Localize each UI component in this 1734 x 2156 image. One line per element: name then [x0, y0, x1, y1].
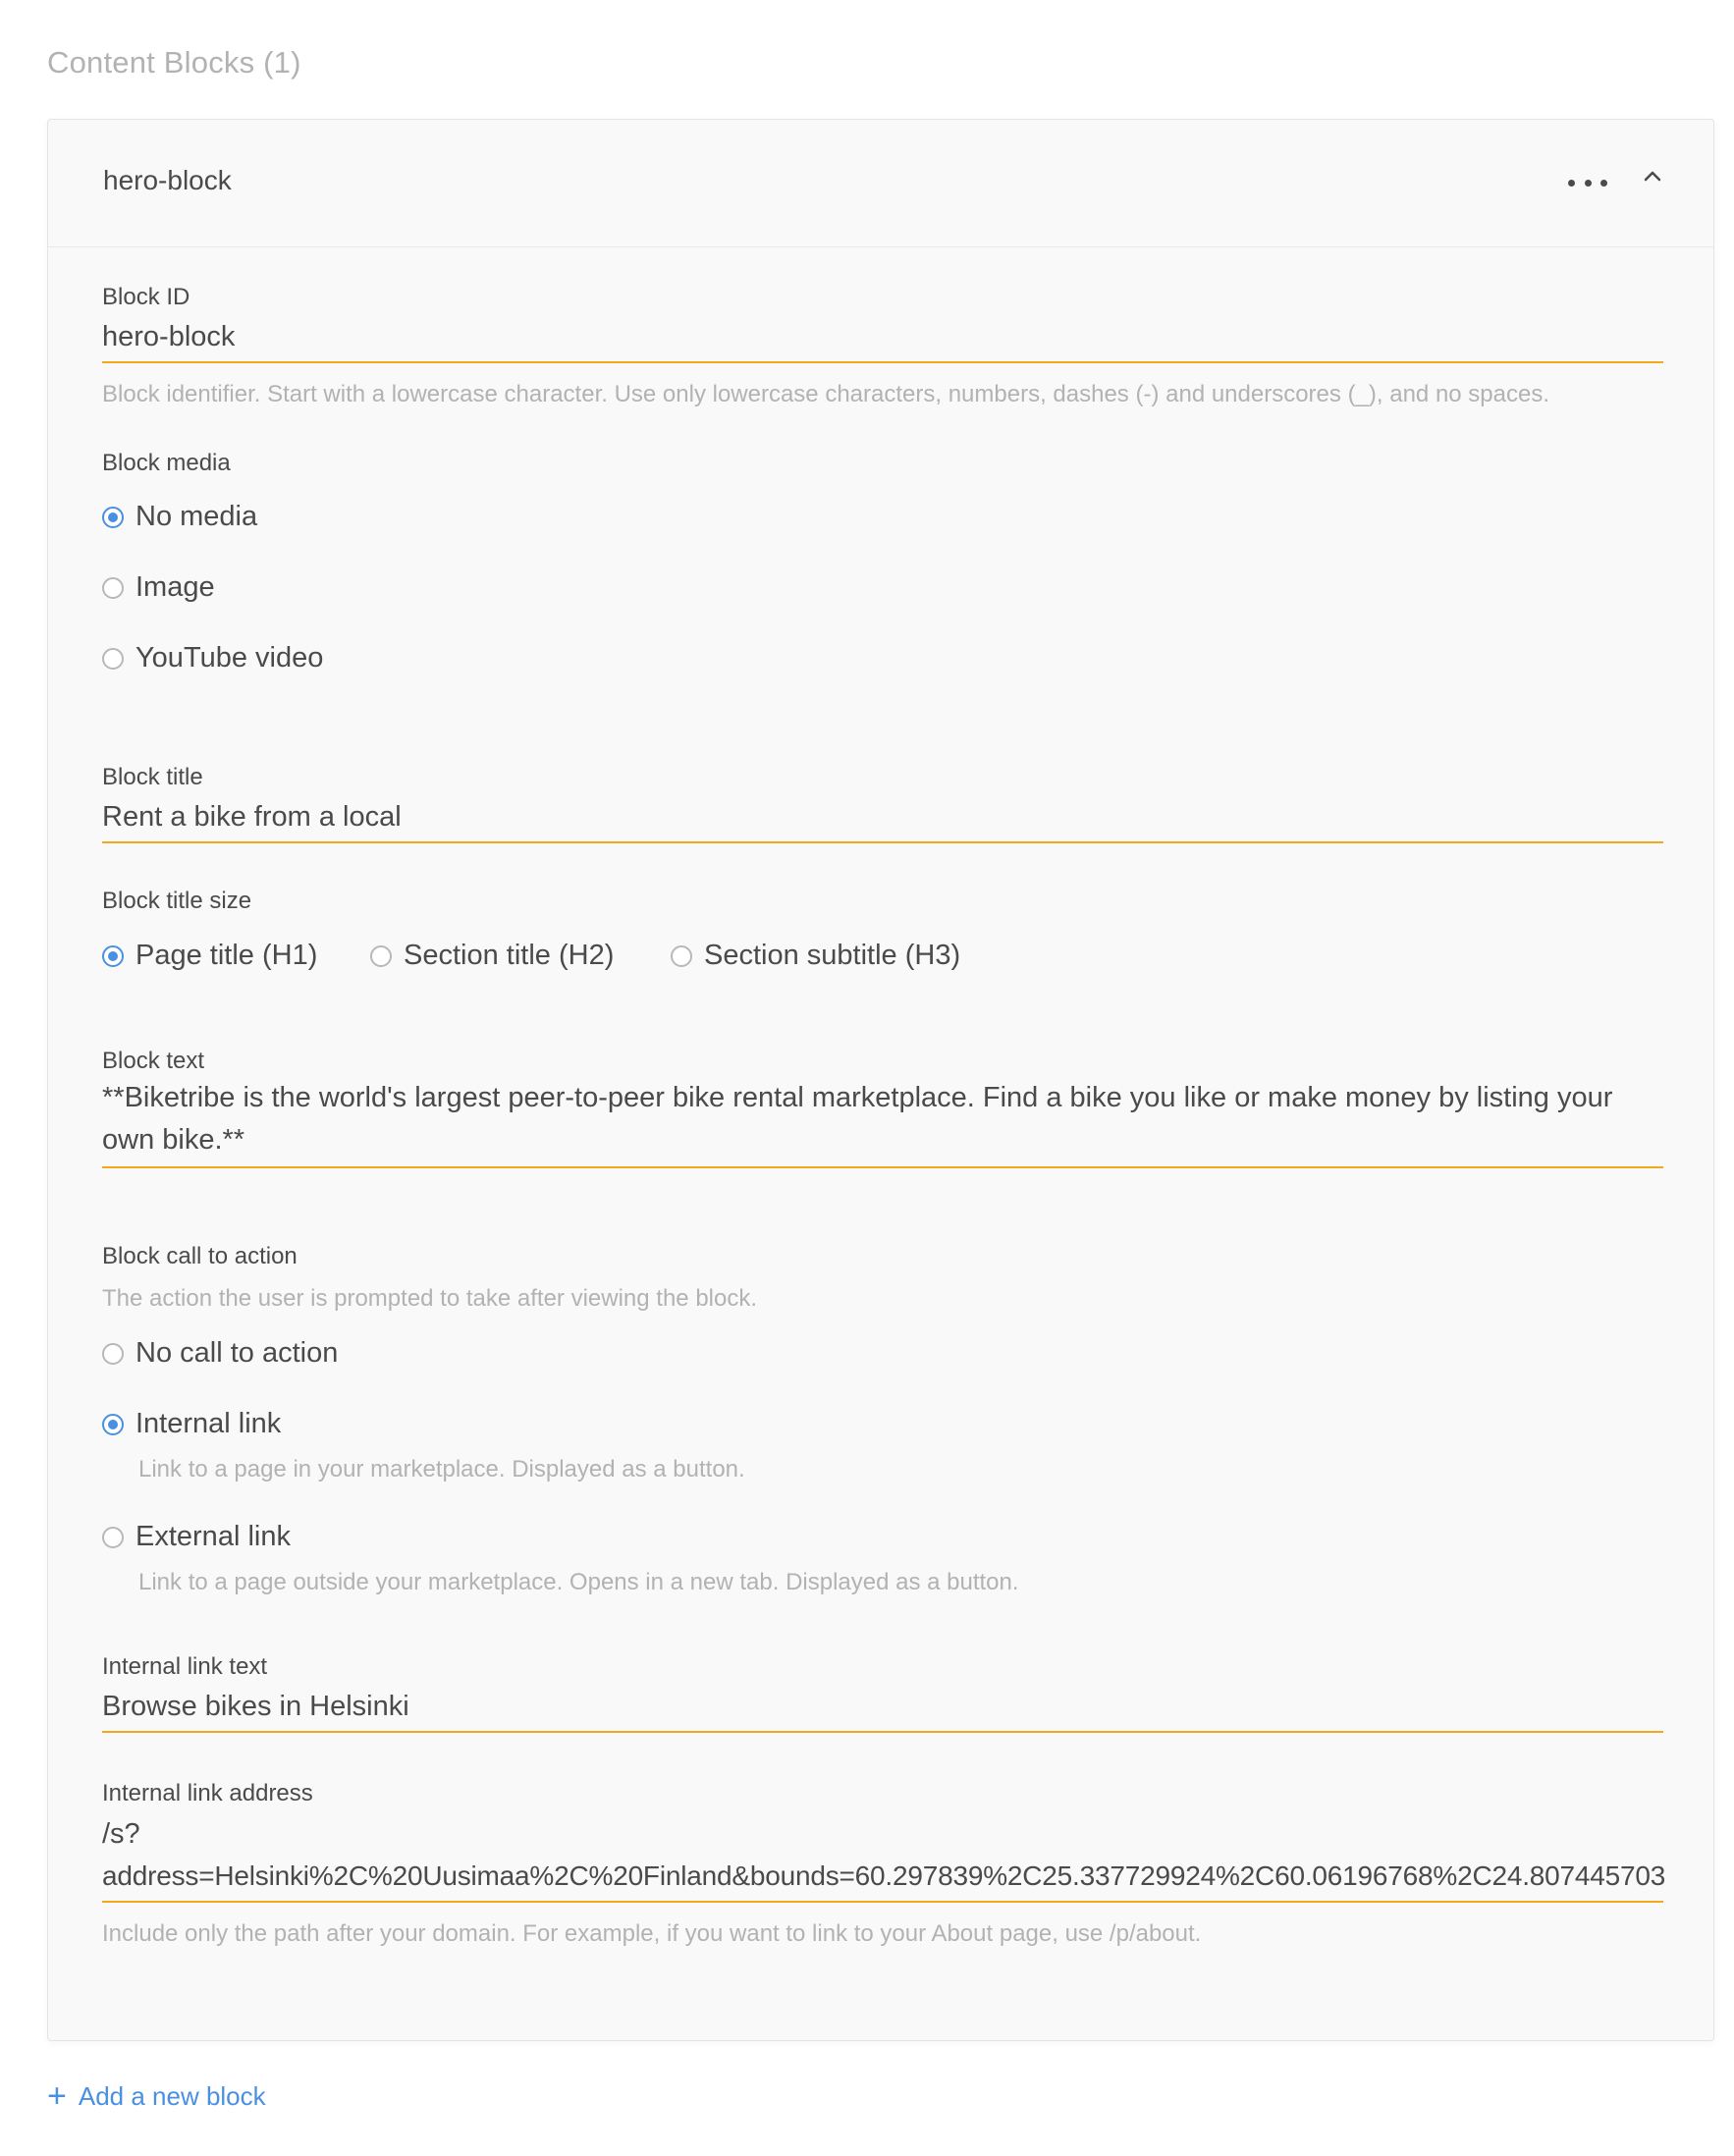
- ellipsis-icon[interactable]: [1568, 165, 1607, 200]
- block-title-size-label: Block title size: [102, 888, 252, 914]
- add-new-block-label: Add a new block: [78, 2080, 266, 2111]
- block-text-label: Block text: [102, 1048, 205, 1074]
- external-link-help: Link to a page outside your marketplace. Opens in a new tab. Displayed as a button.: [138, 1569, 1019, 1595]
- internal-link-address-help: Include only the path after your domain. For example, if you want to link to your About page, use /p/about.: [102, 1920, 1202, 1947]
- chevron-up-icon[interactable]: [1639, 163, 1666, 190]
- radio-youtube-video[interactable]: YouTube video: [102, 642, 323, 674]
- internal-link-text-underline: [102, 1731, 1663, 1733]
- internal-link-address-line2[interactable]: address=Helsinki%2C%20Uusimaa%2C%20Finland&bounds=60.297839%2C25.337729924%2C60.06196768%2C24.807445703: [102, 1860, 1666, 1891]
- radio-section-subtitle-h3[interactable]: Section subtitle (H3): [671, 940, 960, 972]
- block-title-input[interactable]: Rent a bike from a local: [102, 801, 402, 833]
- radio-unselected-icon: [102, 648, 124, 670]
- internal-link-address-label: Internal link address: [102, 1780, 313, 1806]
- internal-link-text-input[interactable]: Browse bikes in Helsinki: [102, 1691, 409, 1722]
- internal-link-text-label: Internal link text: [102, 1653, 268, 1680]
- plus-icon: +: [47, 2077, 67, 2115]
- block-header[interactable]: [48, 120, 1713, 247]
- radio-unselected-icon: [102, 577, 124, 599]
- block-title-label: Block title: [102, 764, 203, 790]
- radio-no-call-to-action[interactable]: No call to action: [102, 1337, 338, 1370]
- radio-no-media[interactable]: No media: [102, 501, 257, 533]
- block-text-underline: [102, 1166, 1663, 1168]
- radio-unselected-icon: [102, 1527, 124, 1548]
- block-id-help: Block identifier. Start with a lowercase character. Use only lowercase characters, numbers, dashes (-) and underscores (_), and no spaces.: [102, 381, 1550, 407]
- block-header-name: hero-block: [103, 165, 232, 195]
- radio-internal-link[interactable]: Internal link: [102, 1408, 281, 1440]
- block-cta-label: Block call to action: [102, 1243, 298, 1269]
- block-cta-help: The action the user is prompted to take after viewing the block.: [102, 1285, 758, 1312]
- block-id-input[interactable]: hero-block: [102, 321, 236, 352]
- internal-link-help: Link to a page in your marketplace. Displayed as a button.: [138, 1456, 745, 1482]
- radio-image[interactable]: Image: [102, 571, 215, 604]
- radio-unselected-icon: [671, 945, 692, 967]
- block-title-underline: [102, 841, 1663, 843]
- content-block-card: [47, 119, 1714, 2041]
- block-id-underline: [102, 361, 1663, 363]
- radio-unselected-icon: [102, 1343, 124, 1365]
- radio-selected-icon: [102, 1414, 124, 1435]
- internal-link-address-underline: [102, 1901, 1663, 1903]
- radio-selected-icon: [102, 945, 124, 967]
- section-title: Content Blocks (1): [47, 45, 301, 80]
- block-id-label: Block ID: [102, 284, 190, 310]
- radio-page-title-h1[interactable]: Page title (H1): [102, 940, 317, 972]
- internal-link-address-line1[interactable]: /s?: [102, 1818, 140, 1850]
- radio-external-link[interactable]: External link: [102, 1521, 291, 1553]
- block-media-label: Block media: [102, 450, 231, 476]
- radio-unselected-icon: [370, 945, 392, 967]
- add-new-block-button[interactable]: [47, 2079, 266, 2113]
- radio-selected-icon: [102, 507, 124, 528]
- radio-section-title-h2[interactable]: Section title (H2): [370, 940, 614, 972]
- block-text-input[interactable]: **Biketribe is the world's largest peer-to-peer bike rental marketplace. Find a bike you like or make money by listing your own bike.**: [102, 1082, 1613, 1156]
